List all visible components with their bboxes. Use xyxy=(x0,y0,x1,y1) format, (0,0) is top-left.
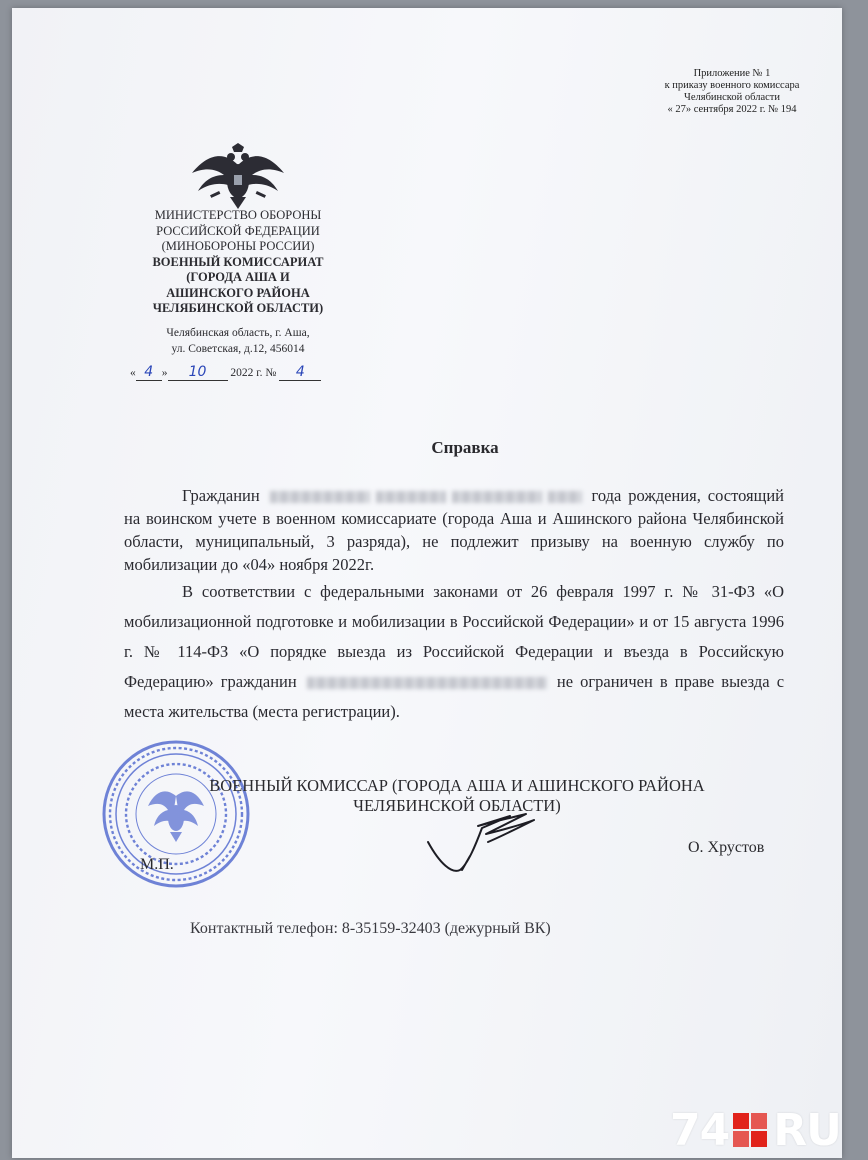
watermark-ru: RU xyxy=(773,1105,841,1156)
p2-start: В соответствии с федеральными законами от 26 февраля 1997 г. № 31-ФЗ «О мобилизационной подготовке и мобилизации в Российской Федерации» и от 15 августа 1996 г. № 114-ФЗ «О порядке выезда из Российской Федерации и въезда в Российскую Федерацию» гражданин xyxy=(124,582,784,691)
annex-line-4: « 27» сентября 2022 г. № 194 xyxy=(667,104,797,115)
annex-line-2: к приказу военного комиссара xyxy=(664,80,800,91)
annex-line-3: Челябинской области xyxy=(684,92,780,103)
ministry-line-3: (МИНОБОРОНЫ РОССИИ) xyxy=(161,239,315,253)
redacted-surname xyxy=(270,491,370,503)
address-line-2: ул. Советская, д.12, 456014 xyxy=(171,342,305,355)
annex-note xyxy=(622,68,842,116)
date-day: 4 xyxy=(136,364,162,381)
p2-end: не ограничен в праве выезда с места жительства (места регистрации). xyxy=(124,672,785,721)
address-line-1: Челябинская область, г. Аша, xyxy=(166,327,310,339)
document-page xyxy=(12,8,842,1158)
signatory-name: О. Хрустов xyxy=(688,839,765,856)
watermark-squares-icon xyxy=(733,1113,767,1147)
paragraph-1 xyxy=(124,484,784,576)
org-line-3: АШИНСКОГО РАЙОНА xyxy=(166,285,310,300)
org-line-4: ЧЕЛЯБИНСКОЙ ОБЛАСТИ) xyxy=(152,301,324,315)
redacted-full-name xyxy=(307,677,547,689)
position-line-1: ВОЕННЫЙ КОМИССАР (ГОРОДА АША И АШИНСКОГО РАЙОНА xyxy=(209,776,705,795)
date-year: 2022 г. № xyxy=(230,367,277,379)
org-line-2: (ГОРОДА АША И xyxy=(186,270,290,284)
annex-line-1: Приложение № 1 xyxy=(693,68,771,79)
p1-start: Гражданин xyxy=(182,486,260,505)
ministry-line-1: МИНИСТЕРСТВО ОБОРОНЫ xyxy=(154,208,322,222)
document-body xyxy=(124,484,784,727)
handwritten-signature-icon xyxy=(422,798,542,878)
redacted-patronymic xyxy=(452,491,542,503)
redacted-name xyxy=(376,491,446,503)
eagle-emblem-icon xyxy=(190,143,286,209)
watermark-74: 74 xyxy=(670,1105,730,1156)
date-month: 10 xyxy=(168,364,228,381)
stamp-place-label: М.П. xyxy=(140,856,174,873)
paragraph-2 xyxy=(124,577,784,727)
org-line-1: ВОЕННЫЙ КОМИССАРИАТ xyxy=(152,254,324,269)
redacted-year xyxy=(548,491,582,503)
document-title: Справка xyxy=(431,438,499,457)
74ru-watermark xyxy=(670,1106,841,1156)
ministry-line-2: РОССИЙСКОЙ ФЕДЕРАЦИИ xyxy=(156,223,320,238)
date-line: « 4 » 10 2022 г. № 4 xyxy=(130,364,346,381)
address xyxy=(130,326,346,357)
letterhead xyxy=(130,208,346,317)
doc-number: 4 xyxy=(279,364,321,381)
p1-rest: года рождения, состоящий на воинском учете в военном комиссариате (города Аша и Ашинского района Челябинской области, муниципальный, 3 разряда), не подлежит призыву на военную службу по мобилизации до «04» ноября 2022г. xyxy=(124,486,784,574)
position-line-2: ЧЕЛЯБИНСКОЙ ОБЛАСТИ) xyxy=(353,796,561,815)
contact-phone: Контактный телефон: 8-35159-32403 (дежурный ВК) xyxy=(190,920,551,937)
